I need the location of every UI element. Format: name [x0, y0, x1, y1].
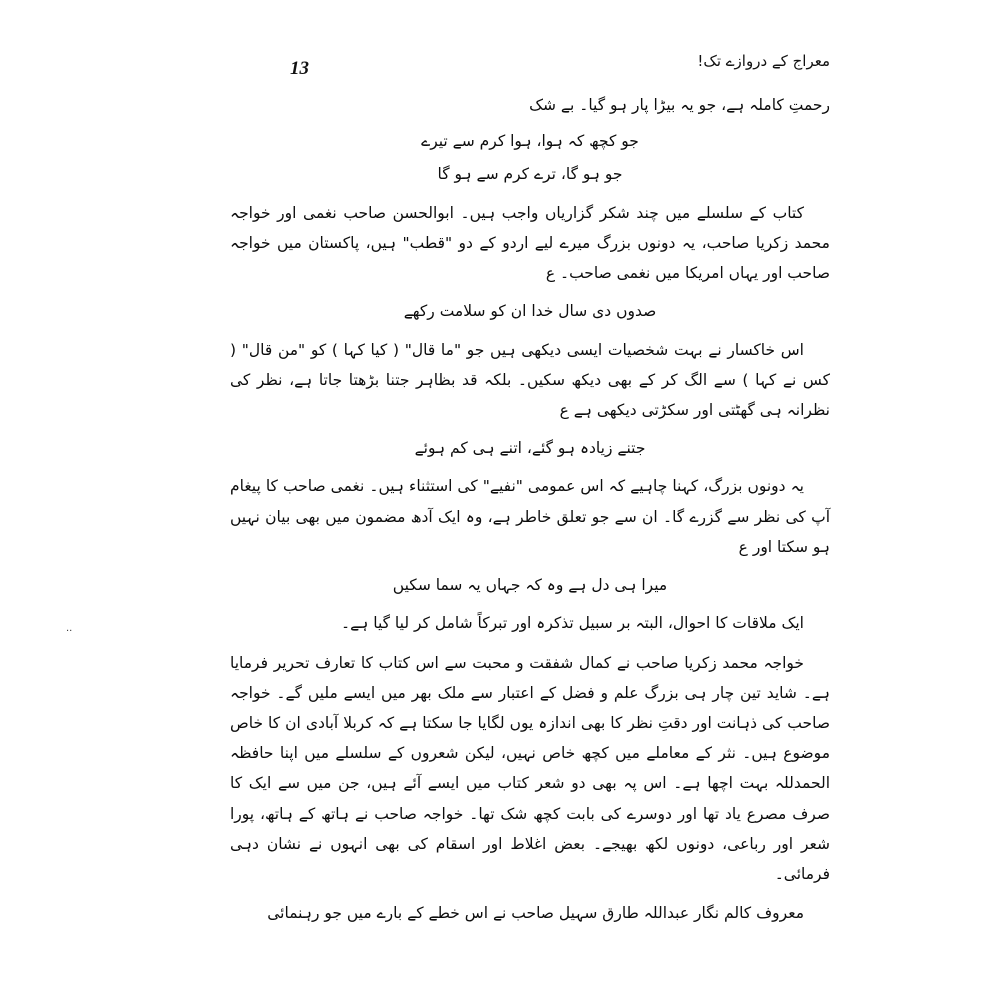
verse-line: جو کچھ کہ ہوا، ہوا کرم سے تیرے: [421, 132, 639, 151]
paragraph: اس خاکسار نے بہت شخصیات ایسی دیکھی ہیں جو "ما قال" ( کیا کہا ) کو "من قال" ( کس نے کہا ) سے الگ کر کے بھی دیکھ سکیں۔ بلکہ قد بظاہر جتنا بڑھتا جاتا ہے، نظر کی نظرانہ ہی گھٹتی اور سکڑتی دیکھی ہے ع: [230, 340, 830, 419]
verse-line: میرا ہی دل ہے وہ کہ جہاں یہ سما سکیں: [392, 576, 668, 595]
margin-mark: ··: [66, 626, 73, 637]
body-text: [230, 90, 830, 928]
verse-line: جتنے زیادہ ہو گئے، اتنے ہی کم ہوئے: [414, 439, 646, 458]
page-header: [230, 40, 830, 86]
paragraph: ایک ملاقات کا احوال، البتہ بر سبیل تذکرہ اور تبرکاً شامل کر لیا گیا ہے۔: [341, 614, 804, 633]
page-content-area: [230, 40, 830, 970]
paragraph: خواجہ محمد زکریا صاحب نے کمال شفقت و محبت سے اس کتاب کا تعارف تحریر فرمایا ہے۔ شاید تین چار ہی بزرگ علم و فضل کے اعتبار سے ملک بھر میں ایسے ملیں گے۔ خواجہ صاحب کی ذہانت اور دقتِ نظر کا بھی اندازہ یوں لگایا جا سکتا ہے کہ کربلا آبادی ان کا خاص موضوع ہیں۔ نثر کے معاملے میں کچھ خاص نہیں، لیکن شعروں کے سلسلے میں اپنا حافظہ الحمدللہ بہت اچھا ہے۔ اس پہ بھی دو شعر کتاب میں ایسے آئے ہیں، جن میں سے ایک کا صرف مصرع یاد تھا اور دوسرے کی بابت کچھ شک تھا۔ خواجہ صاحب نے ہاتھ کے ہاتھ، پورا شعر اور رباعی، دونوں لکھ بھیجے۔ بعض اغلاط اور اسقام کی بھی انہوں نے نشان دہی فرمائی۔: [230, 653, 830, 884]
running-head: معراج کے دروازے تک!: [697, 52, 830, 70]
verse-couplet: [230, 126, 830, 189]
verse-line: صدوں دی سال خدا ان کو سلامت رکھے: [403, 302, 657, 321]
paragraph: رحمتِ کاملہ ہے، جو یہ بیڑا پار ہو گیا۔ بے شک: [529, 96, 830, 114]
page-number: 13: [290, 58, 309, 79]
verse-line: جو ہو گا، ترے کرم سے ہو گا: [437, 165, 623, 184]
paragraph: معروف کالم نگار عبداللہ طارق سہیل صاحب نے اس خطے کے بارے میں جو رہنمائی: [267, 904, 804, 923]
paragraph: یہ دونوں بزرگ، کہنا چاہیے کہ اس عمومی "نفیے" کی استثناء ہیں۔ نغمی صاحب کا پیغام آپ کی نظر سے گزرے گا۔ ان سے جو تعلق خاطر ہے، وہ ایک آدھ مضمون میں بھی بیان نہیں ہو سکتا اور ع: [230, 477, 830, 556]
paragraph: کتاب کے سلسلے میں چند شکر گزاریاں واجب ہیں۔ ابوالحسن صاحب نغمی اور خواجہ محمد زکریا صاحب، یہ دونوں بزرگ میرے لیے اردو کے دو "قطب" ہیں، پاکستان میں خواجہ صاحب اور یہاں امریکا میں نغمی صاحب۔ ع: [230, 203, 830, 283]
